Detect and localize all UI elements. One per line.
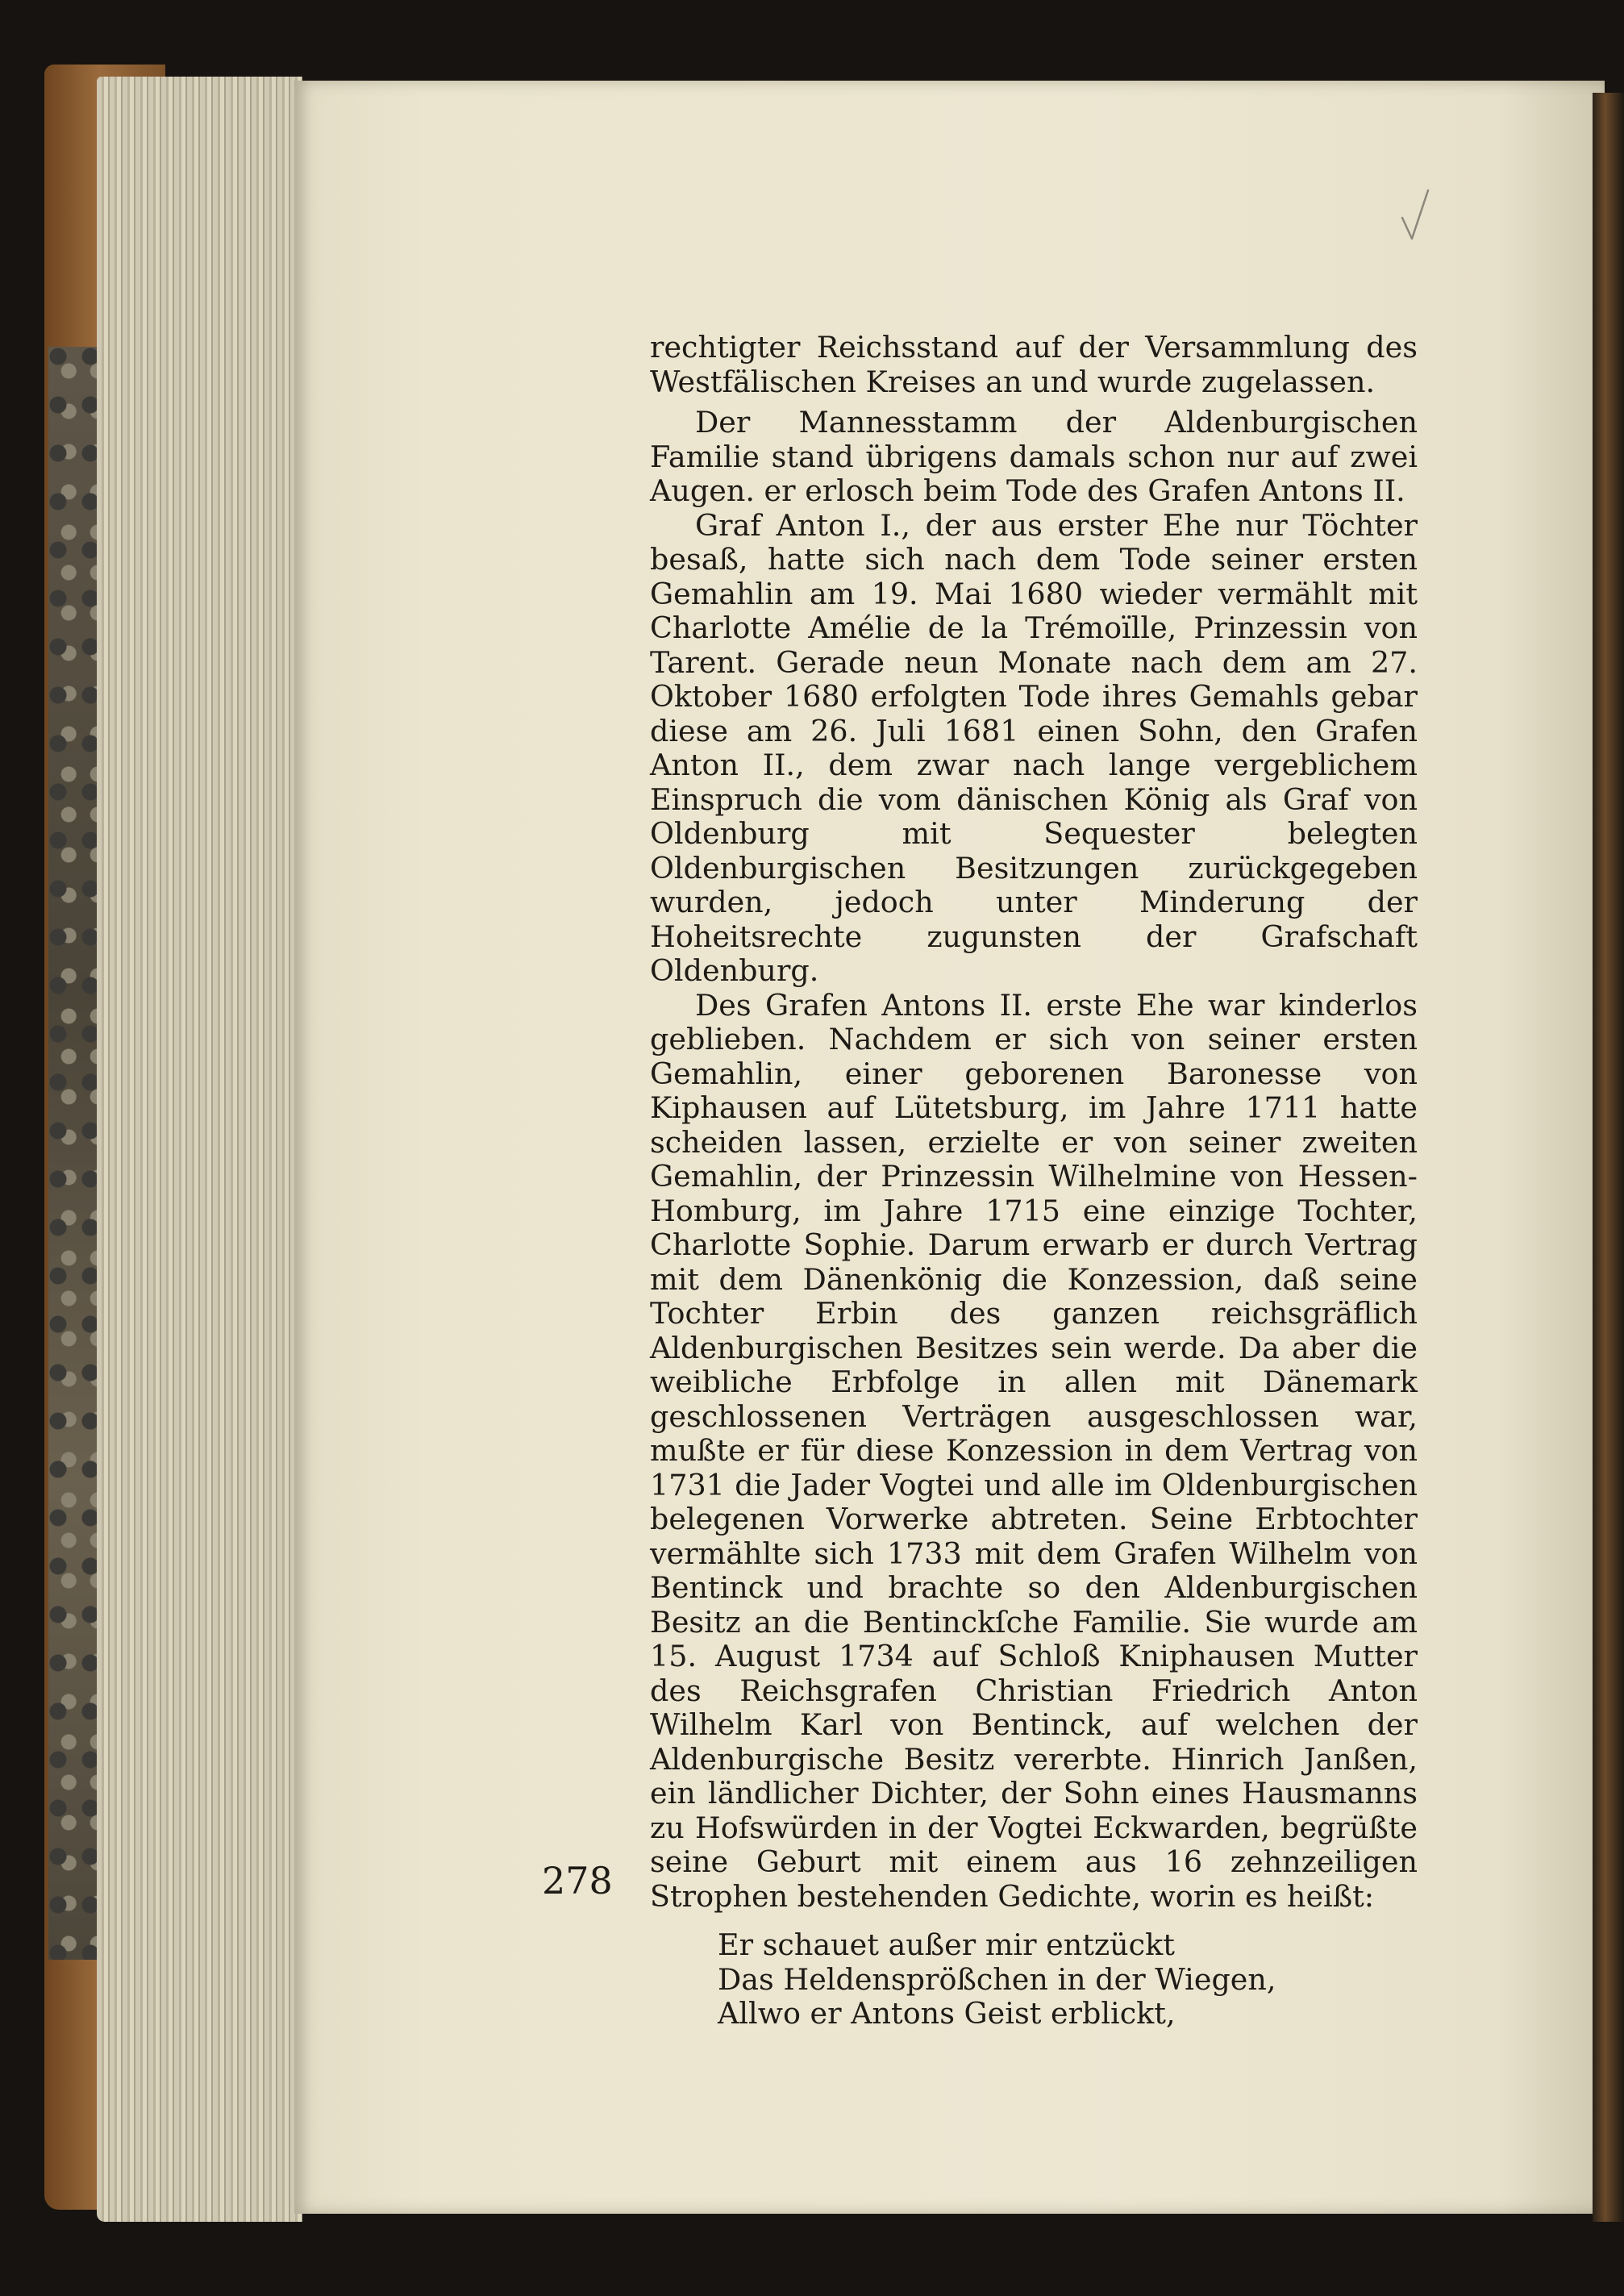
pencil-check-mark [1399,187,1431,244]
gutter-shadow [1593,93,1624,2222]
page-stack [97,77,302,2222]
verse-line-3: Allwo er Antons Geist erblickt, [718,1996,1176,2031]
body-text [650,331,1418,2031]
verse-line-2: Das Heldensprößchen in der Wiegen, [718,1961,1276,1997]
paragraph-4: Des Grafen Antons II. erste Ehe war kinderlos geblieben. Nachdem er sich von seiner ersten Gemahlin, einer geborenen Baronesse von Kiphausen auf Lütetsburg, im Jahre 1711 hatte scheiden lassen, erzielte er von seiner zweiten Gemahlin, der Prinzessin Wilhelmine von Hessen-Homburg, im Jahre 1715 eine einzige Tochter, Charlotte Sophie. Darum erwarb er durch Vertrag mit dem Dänenkönig die Konzession, daß seine Tochter Erbin des ganzen reichsgräflich Aldenburgischen Besitzes sein werde. Da aber die weibliche Erbfolge in allen mit Dänemark geschlossenen Verträgen ausgeschlossen war, mußte er für diese Konzession in dem Vertrag von 1731 die Jader Vogtei und alle im Oldenburgischen belegenen Vorwerke abtreten. Seine Erbtochter vermählte sich 1733 mit dem Grafen Wilhelm von Bentinck und brachte so den Aldenburgischen Besitz an die Bentinckſche Familie. Sie wurde am 15. August 1734 auf Schloß Kniphausen Mutter des Reichsgrafen Christian Friedrich Anton Wilhelm Karl von Bentinck, auf welchen der Aldenburgische Besitz vererbte. Hinrich Janßen, ein ländlicher Dichter, der Sohn eines Hausmanns zu Hofswürden in der Vogtei Eckwarden, begrüßte seine Geburt mit einem aus 16 zehnzeiligen Strophen bestehenden Gedichte, worin es heißt: [650,987,1418,1914]
verse-line-1: Er schauet außer mir entzückt [718,1927,1175,1962]
paragraph-2: Der Mannesstamm der Aldenburgischen Familie stand übrigens damals schon nur auf zwei Augen. er erlosch beim Tode des Grafen Antons II. [650,405,1418,508]
page-number: 278 [542,1859,613,1902]
verse-quote [650,1928,1418,2031]
paragraph-1: rechtigter Reichsstand auf der Versammlung des Westfälischen Kreises an und wurde zugelassen. [650,330,1418,399]
paragraph-3: Graf Anton I., der aus erster Ehe nur Töchter besaß, hatte sich nach dem Tode seiner ersten Gemahlin am 19. Mai 1680 wieder vermählt mit Charlotte Amélie de la Trémoïlle, Prinzessin von Tarent. Gerade neun Monate nach dem am 27. Oktober 1680 erfolgten Tode ihres Gemahls gebar diese am 26. Juli 1681 einen Sohn, den Grafen Anton II., dem zwar nach lange vergeblichem Einspruch die vom dänischen König als Graf von Oldenburg mit Sequester belegten Oldenburgischen Besitzungen zurückgegeben wurden, jedoch unter Minderung der Hoheitsrechte zugunsten der Grafschaft Oldenburg. [650,507,1418,988]
